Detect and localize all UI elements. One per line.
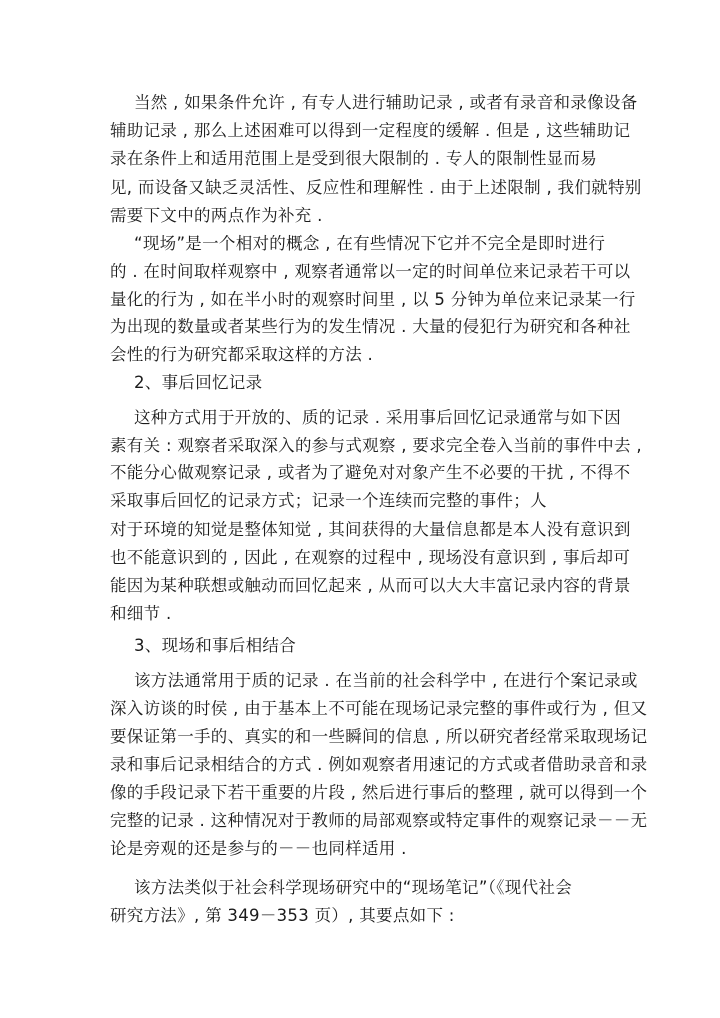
paragraph-2-line-5: 会性的行为研究都采取这样的方法 . xyxy=(110,345,374,364)
paragraph-4-line-7: 论是旁观的还是参与的－－也同样适用 . xyxy=(110,839,407,858)
paragraph-2-line-1: “现场”是一个相对的概念 , 在有些情况下它并不完全是即时进行 xyxy=(134,234,606,253)
paragraph-2-line-4: 为出现的数量或者某些行为的发生情况 . 大量的侵犯行为研究和各种社 xyxy=(110,317,631,336)
paragraph-3-line-1: 这种方式用于开放的、质的记录 . 采用事后回忆记录通常与如下因 xyxy=(134,408,622,427)
paragraph-4-line-3: 要保证第一手的、真实的和一些瞬间的信息 , 所以研究者经常采取现场记 xyxy=(110,727,648,746)
paragraph-1-line-1: 当然 , 如果条件允许 , 有专人进行辅助记录 , 或者有录音和录像设备 xyxy=(134,93,638,112)
paragraph-4-line-2: 深入访谈的时侯 , 由于基本上不可能在现场记录完整的事件或行为 , 但又 xyxy=(110,699,648,718)
paragraph-1-line-2: 辅助记录 , 那么上述困难可以得到一定程度的缓解 . 但是 , 这些辅助记 xyxy=(110,121,631,140)
paragraph-3-line-7: 能因为某种联想或触动而回忆起来 , 从而可以大大丰富记录内容的背景 xyxy=(110,576,631,595)
paragraph-1-line-5: 需要下文中的两点作为补充 . xyxy=(110,206,323,225)
section-heading-2: 2、事后回忆记录 xyxy=(134,373,263,392)
section-heading-3: 3、现场和事后相结合 xyxy=(134,636,296,655)
paragraph-3-line-6: 也不能意识到的 , 因此 , 在观察的过程中 , 现场没有意识到 , 事后却可 xyxy=(110,548,631,567)
paragraph-4-line-1: 该方法通常用于质的记录 . 在当前的社会科学中 , 在进行个案记录或 xyxy=(134,671,638,690)
paragraph-1-line-4: 见, 而设备又缺乏灵活性、反应性和理解性 . 由于上述限制 , 我们就特别 xyxy=(110,178,642,197)
paragraph-2-line-2: 的 . 在时间取样观察中 , 观察者通常以一定的时间单位来记录若干可以 xyxy=(110,262,631,281)
paragraph-3-line-5: 对于环境的知觉是整体知觉 , 其间获得的大量信息都是本人没有意识到 xyxy=(110,520,631,539)
paragraph-4-line-5: 像的手段记录下若干重要的片段 , 然后进行事后的整理 , 就可以得到一个 xyxy=(110,783,648,802)
paragraph-3-line-2: 素有关 : 观察者采取深入的参与式观察 , 要求完全卷入当前的事件中去 , xyxy=(110,436,642,455)
paragraph-4-line-4: 录和事后记录相结合的方式 . 例如观察者用速记的方式或者借助录音和录 xyxy=(110,755,648,774)
paragraph-5-line-2: 研究方法》, 第 349－353 页）, 其要点如下 : xyxy=(110,906,455,925)
paragraph-2-line-3: 量化的行为 , 如在半小时的观察时间里 , 以 5 分钟为单位来记录某一行 xyxy=(110,290,636,309)
paragraph-1-line-3: 录在条件上和适用范围上是受到很大限制的 . 专人的限制性显而易 xyxy=(110,149,598,168)
paragraph-3-line-4: 采取事后回忆的记录方式；记录一个连续而完整的事件；人 xyxy=(110,491,547,510)
paragraph-3-line-3: 不能分心做观察记录 , 或者为了避免对对象产生不必要的干扰 , 不得不 xyxy=(110,463,631,482)
paragraph-4-line-6: 完整的记录 . 这种情况对于教师的局部观察或特定事件的观察记录－－无 xyxy=(110,811,648,830)
paragraph-5-line-1: 该方法类似于社会科学现场研究中的“现场笔记”（《现代社会 xyxy=(134,878,572,897)
paragraph-3-line-8: 和细节 . xyxy=(110,604,172,623)
